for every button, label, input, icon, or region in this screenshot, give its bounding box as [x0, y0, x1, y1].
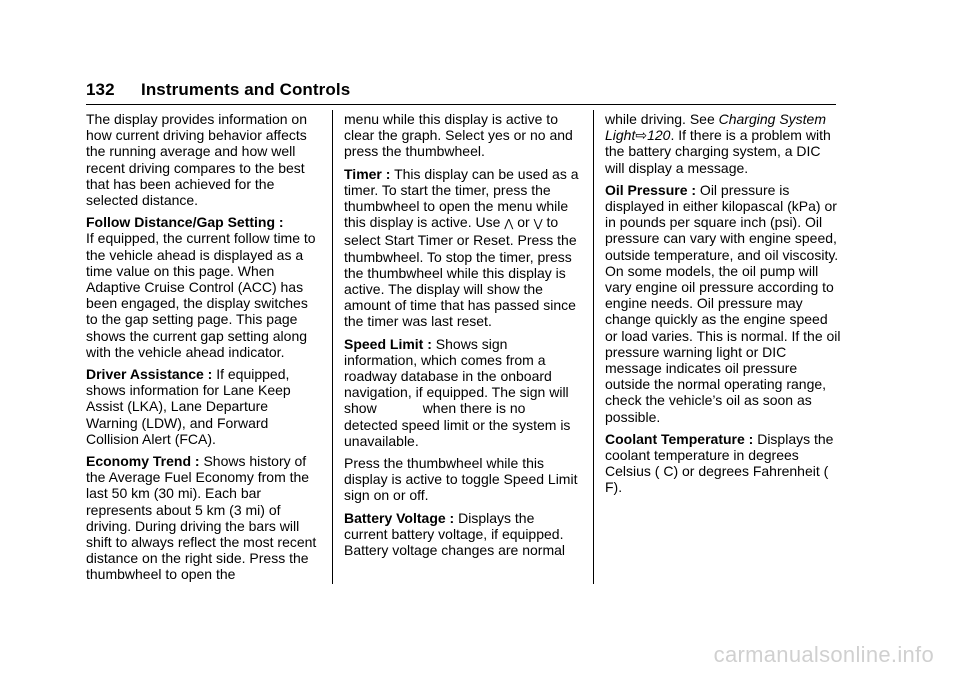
- oil-pressure-term: Oil Pressure :: [605, 181, 697, 198]
- charging-paragraph: [605, 111, 841, 176]
- battery-voltage-term: Battery Voltage :: [344, 509, 455, 526]
- charging-system-light-link[interactable]: Charging System Light: [605, 111, 827, 144]
- or-text: or: [513, 214, 534, 231]
- section-title: Instruments and Controls: [141, 80, 351, 99]
- speed-limit-term: Speed Limit :: [344, 335, 432, 352]
- battery-voltage-text: Displays the current battery voltage, if equipped. Battery voltage changes are normal: [344, 509, 566, 559]
- economy-trend-term: Economy Trend :: [86, 453, 200, 470]
- speed-toggle-paragraph: Press the thumbwheel while this display is active to toggle Speed Limit sign on or off.: [344, 455, 578, 504]
- follow-distance-text: If equipped, the current follow time to the vehicle ahead is displayed as a time value on this page. When Adaptive Cruise Control (ACC) has been engaged, the display switches to the gap setting page. This page shows the current gap setting along with the vehicle ahead indicator.: [86, 230, 316, 360]
- battery-voltage-paragraph: [344, 510, 580, 559]
- page-number: 132: [86, 80, 115, 99]
- watermark: carmanualsonline.info: [713, 642, 934, 667]
- down-arrow-icon: ⋁: [533, 218, 543, 231]
- economy-trend-paragraph: [86, 453, 322, 583]
- follow-distance-paragraph: [86, 214, 322, 360]
- economy-trend-text: Shows history of the Average Fuel Economy from the last 50 km (30 mi). Each bar represents about 5 km (3 mi) of driving. During driving the bars will shift to always reflect the most recent distance on the right side. Press the thumbwheel to open the: [86, 453, 317, 583]
- up-arrow-icon: ⋀: [504, 218, 514, 231]
- follow-distance-term: Follow Distance/Gap Setting :: [86, 214, 284, 231]
- column-divider-1: [332, 110, 333, 584]
- charging-text-a: while driving. See: [605, 111, 719, 127]
- timer-term: Timer :: [344, 165, 391, 182]
- oil-pressure-paragraph: [605, 182, 841, 425]
- page-header: [86, 80, 350, 100]
- oil-pressure-text: Oil pressure is displayed in either kilopascal (kPa) or in pounds per square inch (psi). Oil pressure can vary with engine speed, outside temperature, and oil viscosity. On some models, the oil pump will vary engine oil pressure according to engine needs. Oil pressure may change quickly as the engine speed or load varies. This is normal. If the oil pressure warning light or DIC message indicates oil pressure outside the normal operating range, check the vehicle’s oil as soon as possible.: [605, 181, 841, 425]
- page-reference-icon: ⇨: [635, 127, 648, 144]
- column-divider-2: [593, 110, 594, 584]
- graph-menu-paragraph: menu while this display is active to clear the graph. Select yes or no and press the thumbwheel.: [344, 111, 573, 160]
- coolant-temperature-term: Coolant Temperature :: [605, 430, 754, 447]
- intro-paragraph: The display provides information on how current driving behavior affects the running average and how well recent driving compares to the best that has been achieved for the selected distance.: [86, 111, 308, 209]
- column-3: [605, 111, 841, 502]
- coolant-temperature-text: Displays the coolant temperature in degrees Celsius ( C) or degrees Fahrenheit ( F).: [605, 430, 834, 496]
- speed-limit-paragraph: [344, 336, 580, 449]
- timer-text-b: to select Start Timer or Reset. Press the thumbwheel. To stop the timer, press the thumbwheel while this display is active. The display will show the amount of time that has passed since the timer was last reset.: [344, 214, 577, 330]
- speed-limit-text-a: Shows sign information, which comes from a roadway database in the onboard navigation, if equipped. The sign will show: [344, 335, 569, 417]
- driver-assistance-text: If equipped, shows information for Lane Keep Assist (LKA), Lane Departure Warning (LDW), and Forward Collision Alert (FCA).: [86, 366, 291, 447]
- column-1: [86, 111, 322, 589]
- timer-paragraph: [344, 166, 580, 330]
- timer-text-a: This display can be used as a timer. To start the timer, press the thumbwheel to open the menu while this display is active. Use: [344, 165, 579, 231]
- driver-assistance-term: Driver Assistance :: [86, 366, 213, 383]
- driver-assistance-paragraph: [86, 366, 322, 447]
- coolant-temperature-paragraph: [605, 431, 841, 496]
- column-2: [344, 111, 580, 564]
- speed-limit-text-b: when there is no detected speed limit or the system is unavailable.: [344, 400, 571, 449]
- page-reference-number[interactable]: 120: [647, 127, 671, 144]
- charging-text-b: . If there is a problem with the battery charging system, a DIC will display a message.: [605, 127, 831, 176]
- header-rule: [86, 104, 836, 105]
